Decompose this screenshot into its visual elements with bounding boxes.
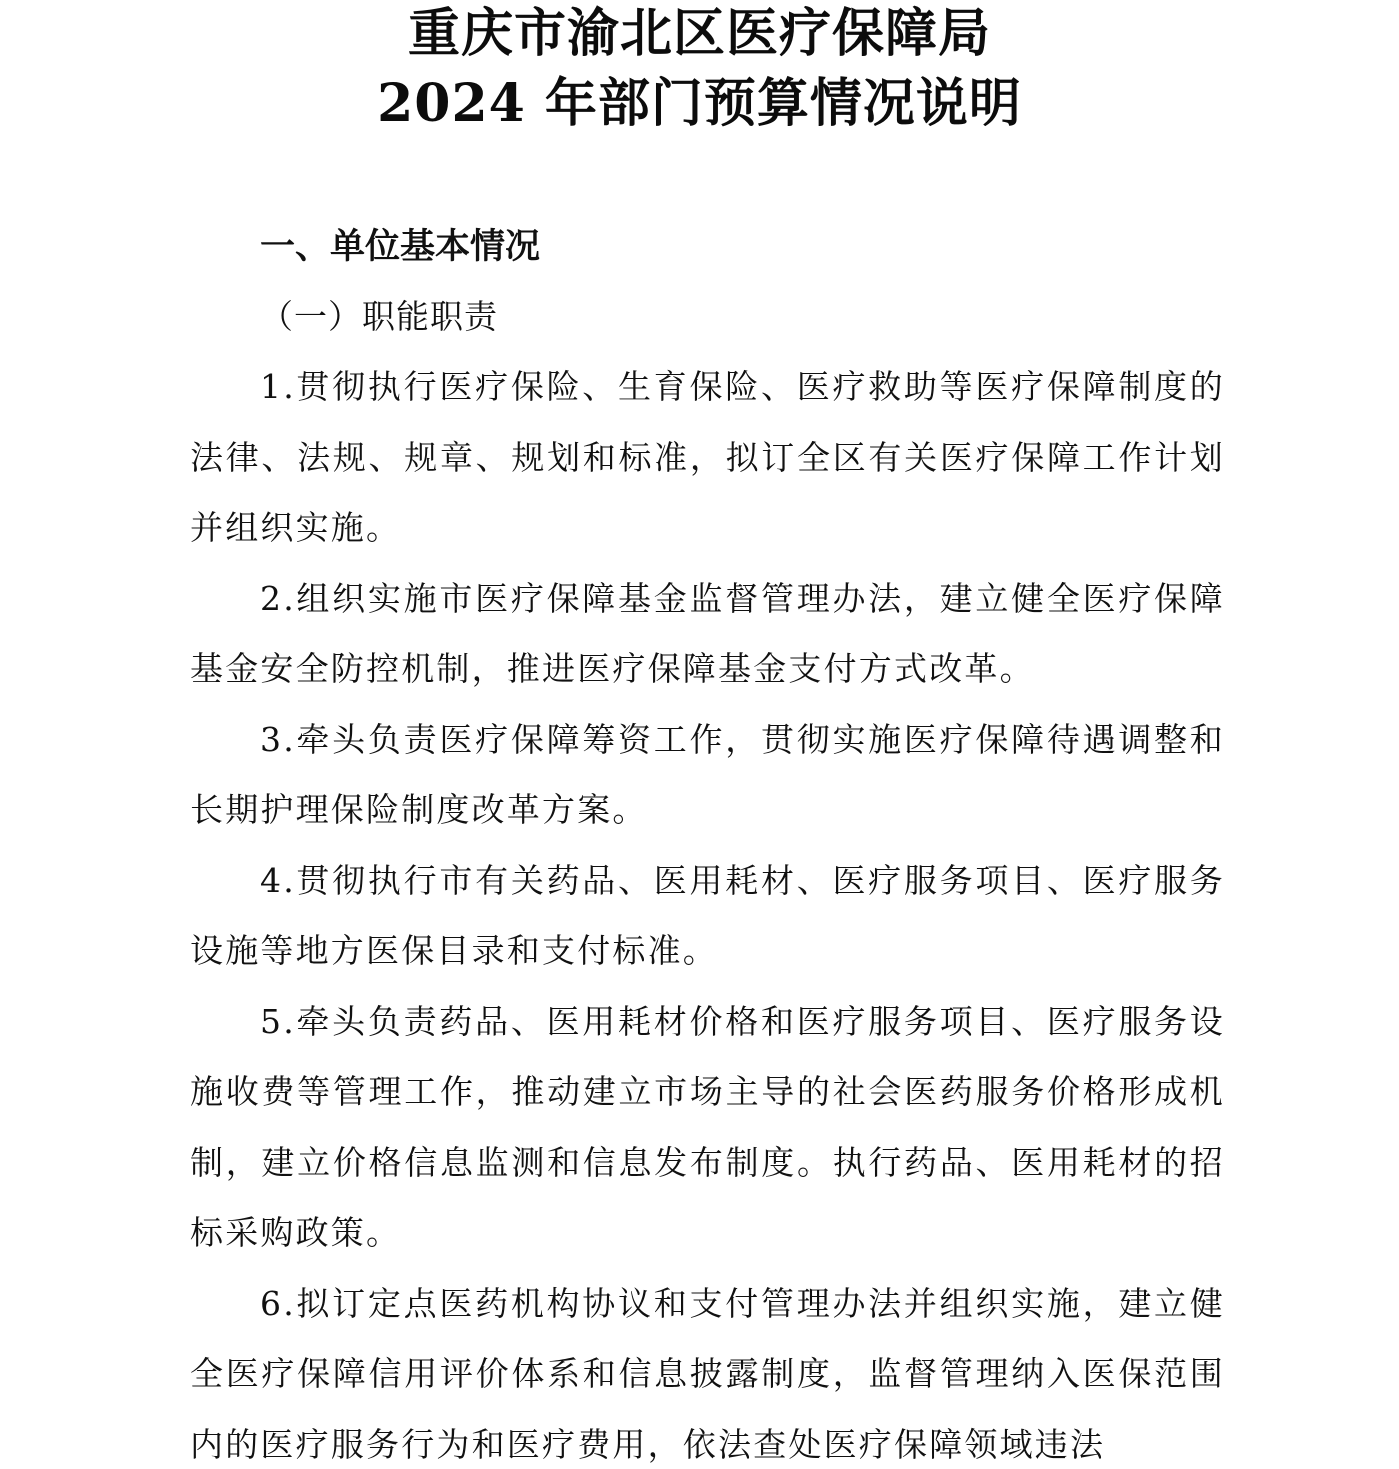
paragraph-6: 6.拟订定点医药机构协议和支付管理办法并组织实施，建立健全医疗保障信用评价体系和信息披露制度，监督管理纳入医保范围内的医疗服务行为和医疗费用，依法查处医疗保障领域违法 (190, 1283, 1225, 1464)
paragraph-2: 2.组织实施市医疗保障基金监督管理办法，建立健全医疗保障基金安全防控机制，推进医疗保障基金支付方式改革。 (190, 578, 1225, 688)
document-title (0, 2, 1399, 136)
title-line-2: 2024 年部门预算情况说明 (377, 73, 1022, 134)
section-heading: 一、单位基本情况 (260, 227, 541, 267)
paragraph-3: 3.牵头负责医疗保障筹资工作，贯彻实施医疗保障待遇调整和长期护理保险制度改革方案。 (190, 719, 1225, 829)
title-line-1: 重庆市渝北区医疗保障局 (407, 3, 991, 64)
subsection-heading: （一）职能职责 (260, 297, 498, 336)
paragraph-5: 5.牵头负责药品、医用耗材价格和医疗服务项目、医疗服务设施收费等管理工作，推动建立市场主导的社会医药服务价格形成机制，建立价格信息监测和信息发布制度。执行药品、医用耗材的招标采购政策。 (190, 1001, 1225, 1252)
paragraph-4: 4.贯彻执行市有关药品、医用耗材、医疗服务项目、医疗服务设施等地方医保目录和支付标准。 (190, 860, 1225, 970)
paragraph-1: 1.贯彻执行医疗保险、生育保险、医疗救助等医疗保障制度的法律、法规、规章、规划和标准，拟订全区有关医疗保障工作计划并组织实施。 (190, 367, 1225, 547)
document-body (190, 212, 1225, 1469)
